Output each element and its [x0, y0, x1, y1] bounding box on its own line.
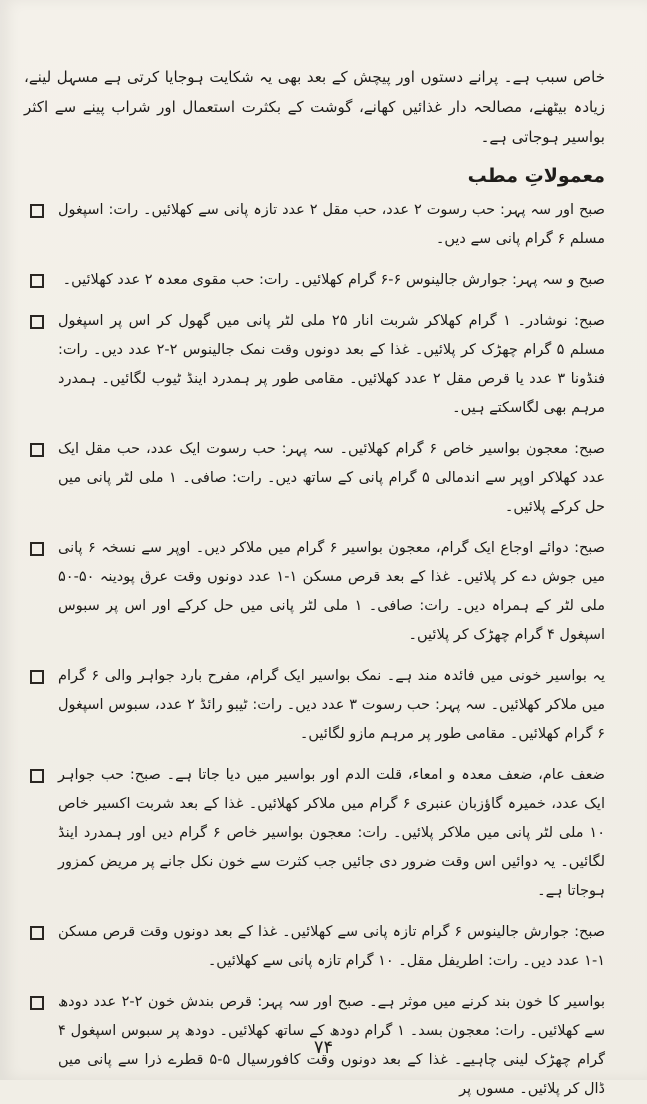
list-item-text: ضعف عام، ضعف معدہ و امعاء، قلت الدم اور بواسیر میں دیا جاتا ہے۔ صبح: حب جواہر ایک عدد، خمیرہ گاؤزبان عنبری ۶ گرام میں ملاکر کھلائیں۔ غذا کے بعد شربت اکسیر خاص ۱۰ ملی لٹر پانی میں ملاکر پلائیں۔ رات: معجون بواسیر خاص ۶ گرام دیں اور ہمدرد اینڈ لگائیں۔ یہ دوائیں اس وقت ضرور دی جائیں جب کثرت سے خون نکل جانے پر مریض کمزور ہوجاتا ہے۔ — [58, 767, 605, 899]
list-item — [24, 307, 611, 423]
list-item-text: صبح اور سہ پہر: حب رسوت ۲ عدد، حب مقل ۲ عدد تازہ پانی سے کھلائیں۔ رات: اسپغول مسلم ۶ گرام پانی سے دیں۔ — [58, 202, 605, 247]
checkbox[interactable] — [30, 315, 44, 329]
checkbox[interactable] — [30, 274, 44, 288]
section-heading: معمولاتِ مطب — [467, 165, 605, 187]
list-item — [24, 266, 611, 295]
list-item — [24, 662, 611, 749]
list-item-text: صبح: جوارش جالینوس ۶ گرام تازہ پانی سے کھلائیں۔ غذا کے بعد دونوں وقت قرص مسکن ۱-۱ عدد دیں۔ رات: اطریفل مقل۔ ۱۰ گرام تازہ پانی سے کھلائیں۔ — [58, 924, 606, 969]
checkbox[interactable] — [30, 443, 44, 457]
list-item-text: یہ بواسیر خونی میں فائدہ مند ہے۔ نمک بواسیر ایک گرام، مفرح بارد جواہر والی ۶ گرام میں ملاکر کھلائیں۔ سہ پہر: حب رسوت ۳ عدد دیں۔ رات: ٹیبو رائڈ ۲ عدد، سبوس اسپغول ۶ گرام کھلائیں۔ مقامی طور پر مرہم مازو لگائیں۔ — [58, 668, 605, 742]
list-item — [24, 918, 611, 976]
list-item-text: صبح: نوشادر۔ ۱ گرام کھلاکر شربت انار ۲۵ ملی لٹر پانی میں گھول کر اس پر اسپغول مسلم ۵ گرام چھڑک کر پلائیں۔ غذا کے بعد دونوں وقت نمک جالینوس ۲-۲ عدد دیں۔ رات: فنڈونا ۳ عدد یا قرص مقل ۲ عدد کھلائیں۔ مقامی طور پر ہمدرد اینڈ ٹیوب لگائیں۔ ہمدرد مرہم بھی لگاسکتے ہیں۔ — [58, 313, 606, 416]
checkbox[interactable] — [30, 204, 44, 218]
list-item-text: صبح و سہ پہر: جوارش جالینوس ۶-۶ گرام کھلائیں۔ رات: حب مقوی معدہ ۲ عدد کھلائیں۔ — [62, 272, 605, 288]
prescription-list — [24, 196, 611, 1104]
checkbox[interactable] — [30, 769, 44, 783]
list-item — [24, 435, 611, 522]
checkbox[interactable] — [30, 996, 44, 1010]
list-item — [24, 534, 611, 650]
list-item-text: بواسیر کا خون بند کرنے میں موثر ہے۔ صبح اور سہ پہر: قرص بندش خون ۲-۲ عدد دودھ سے کھلائیں۔ رات: معجون بسد۔ ۱ گرام دودھ کے ساتھ کھلائیں۔ دودھ پر سبوس اسپغول ۴ گرام چھڑک لینی چاہیے۔ غذا کے بعد دونوں وقت کافورسیال ۵-۵ قطرے ذرا سے پانی میں ڈال کر پلائیں۔ مسوں پر — [58, 994, 606, 1097]
page-number: ۷۴ — [313, 1037, 334, 1058]
intro-paragraph: خاص سبب ہے۔ پرانے دستوں اور پیچش کے بعد بھی یہ شکایت ہوجایا کرتی ہے مسہل لینے، زیادہ بیٹھنے، مصالحہ دار غذائیں کھانے، گوشت کے بکثرت استعمال اور شراب پینے سے اکثر بواسیر ہوجاتی ہے۔ — [24, 68, 605, 146]
list-item — [24, 196, 611, 254]
list-item-text: صبح: معجون بواسیر خاص ۶ گرام کھلائیں۔ سہ پہر: حب رسوت ایک عدد، حب مقل ایک عدد کھلاکر اوپر سے اندمالی ۵ گرام پانی کے ساتھ دیں۔ رات: صافی۔ ۱ ملی لٹر پانی میں حل کرکے پلائیں۔ — [58, 441, 606, 515]
list-item — [24, 761, 611, 906]
checkbox[interactable] — [30, 926, 44, 940]
list-item-text: صبح: دوائے اوجاع ایک گرام، معجون بواسیر ۶ گرام میں ملاکر دیں۔ اوپر سے نسخہ ۶ پانی میں جوش دے کر پلائیں۔ غذا کے بعد قرص مسکن ۱-۱ عدد دونوں وقت عرق پودینہ ۵۰-۵۰ ملی لٹر کے ہمراہ دیں۔ رات: صافی۔ ۱ ملی لٹر پانی میں حل کرکے اور اس پر سبوس اسپغول ۴ گرام چھڑک کر پلائیں۔ — [58, 540, 606, 643]
checkbox[interactable] — [30, 670, 44, 684]
checkbox[interactable] — [30, 542, 44, 556]
